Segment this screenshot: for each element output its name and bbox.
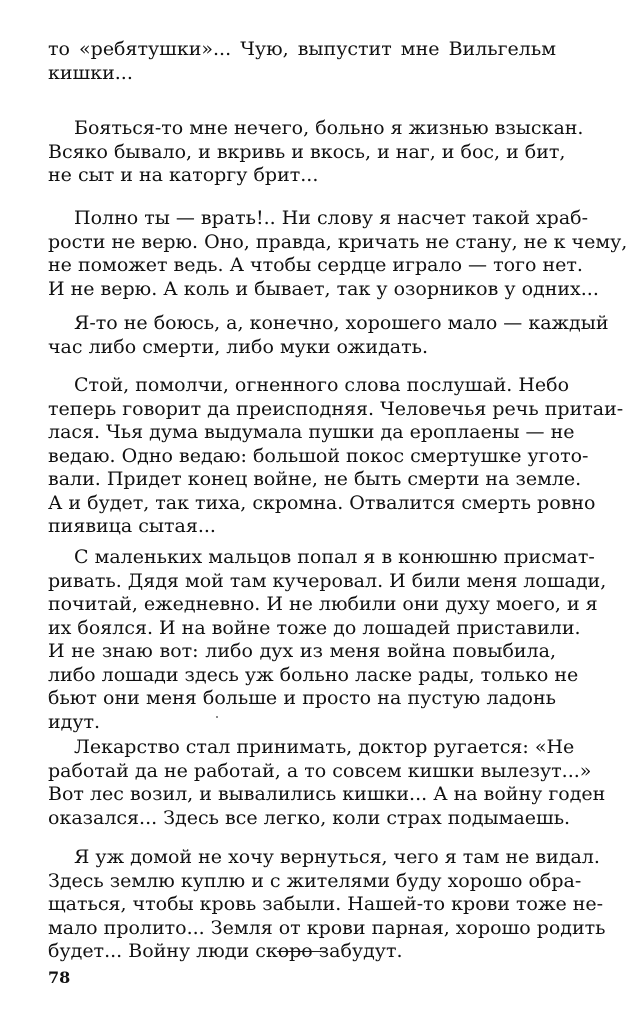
text-line: Полно ты — врать!.. Ни слову я насчет такой храб- <box>74 207 589 229</box>
text-line: теперь говорит да преисподняя. Человечья речь притаи- <box>48 397 624 420</box>
text-line: вали. Придет конец войне, не быть смерти на земле. <box>48 468 582 490</box>
paragraph-7 <box>48 736 606 830</box>
text-line: щаться, чтобы кровь забыли. Нашей-то крови тоже не- <box>48 893 604 915</box>
text-line: час либо смерти, либо муки ожидать. <box>48 335 428 358</box>
text-line: И не верю. А коль и бывает, так у озорников у одних... <box>48 277 599 300</box>
paragraph-4 <box>48 312 609 359</box>
text-line: Бояться-то мне нечего, больно я жизнью взыскан. <box>74 117 584 139</box>
text-line: идут. <box>48 710 101 733</box>
paragraph-8 <box>48 846 606 964</box>
text-line: не поможет ведь. А чтобы сердце играло — того нет. <box>48 254 583 276</box>
text-line: оказался... Здесь все легко, коли страх подымаешь. <box>48 806 571 829</box>
paragraph-1 <box>48 38 556 85</box>
text-line: Я-то не боюсь, а, конечно, хорошего мало — каждый <box>74 312 609 334</box>
text-line: Здесь землю куплю и с жителями буду хорошо обра- <box>48 869 582 892</box>
text-line: ривать. Дядя мой там кучеровал. И били меня лошади, <box>48 569 607 592</box>
text-line: кишки... <box>48 61 133 84</box>
end-rule <box>277 951 325 952</box>
text-line: рости не верю. Оно, правда, кричать не стану, не к чему, <box>48 230 627 253</box>
paragraph-3 <box>48 207 627 301</box>
text-line: Всяко бывало, и вкривь и вкось, и наг, и бос, и бит, <box>48 140 566 163</box>
text-line: Стой, помолчи, огненного слова послушай. Небо <box>74 374 570 396</box>
text-line: А и будет, так тиха, скромна. Отвалится смерть ровно <box>48 491 596 514</box>
ink-speck <box>216 716 218 718</box>
text-line: не сыт и на каторгу брит... <box>48 164 319 186</box>
text-line: либо лошади здесь уж больно ласке рады, только не <box>48 663 579 686</box>
text-line: работай да не работай, а то совсем кишки вылезут...» <box>48 759 592 782</box>
paragraph-5 <box>48 374 624 539</box>
text-line: Лекарство стал принимать, доктор ругается: «Не <box>74 736 575 758</box>
text-line: С маленьких мальцов попал я в конюшню присмат- <box>74 546 595 568</box>
text-line: бьют они меня больше и просто на пустую ладонь <box>48 687 556 709</box>
text-line: их боялся. И на войне тоже до лошадей приставили. <box>48 616 581 639</box>
text-line: будет... Войну люди скоро забудут. <box>48 940 403 962</box>
text-line: И не знаю вот: либо дух из меня война повыбила, <box>48 640 556 662</box>
text-line: ведаю. Одно ведаю: большой покос смертушке угото- <box>48 444 589 467</box>
text-line: мало пролито... Земля от крови парная, хорошо родить <box>48 916 606 939</box>
text-line: Вот лес возил, и вывалились кишки... А на войну годен <box>48 783 606 805</box>
page-number: 78 <box>48 968 71 987</box>
text-line: Я уж домой не хочу вернуться, чего я там не видал. <box>74 846 600 868</box>
text-line: пиявица сытая... <box>48 515 216 537</box>
text-line: лася. Чья дума выдумала пушки да ероплаены — не <box>48 421 575 443</box>
text-line: то «ребятушки»... Чую, выпустит мне Вильгельм <box>48 38 556 60</box>
text-line: почитай, ежедневно. И не любили они духу моего, и я <box>48 593 598 615</box>
paragraph-2 <box>48 117 584 188</box>
paragraph-6 <box>48 546 607 734</box>
